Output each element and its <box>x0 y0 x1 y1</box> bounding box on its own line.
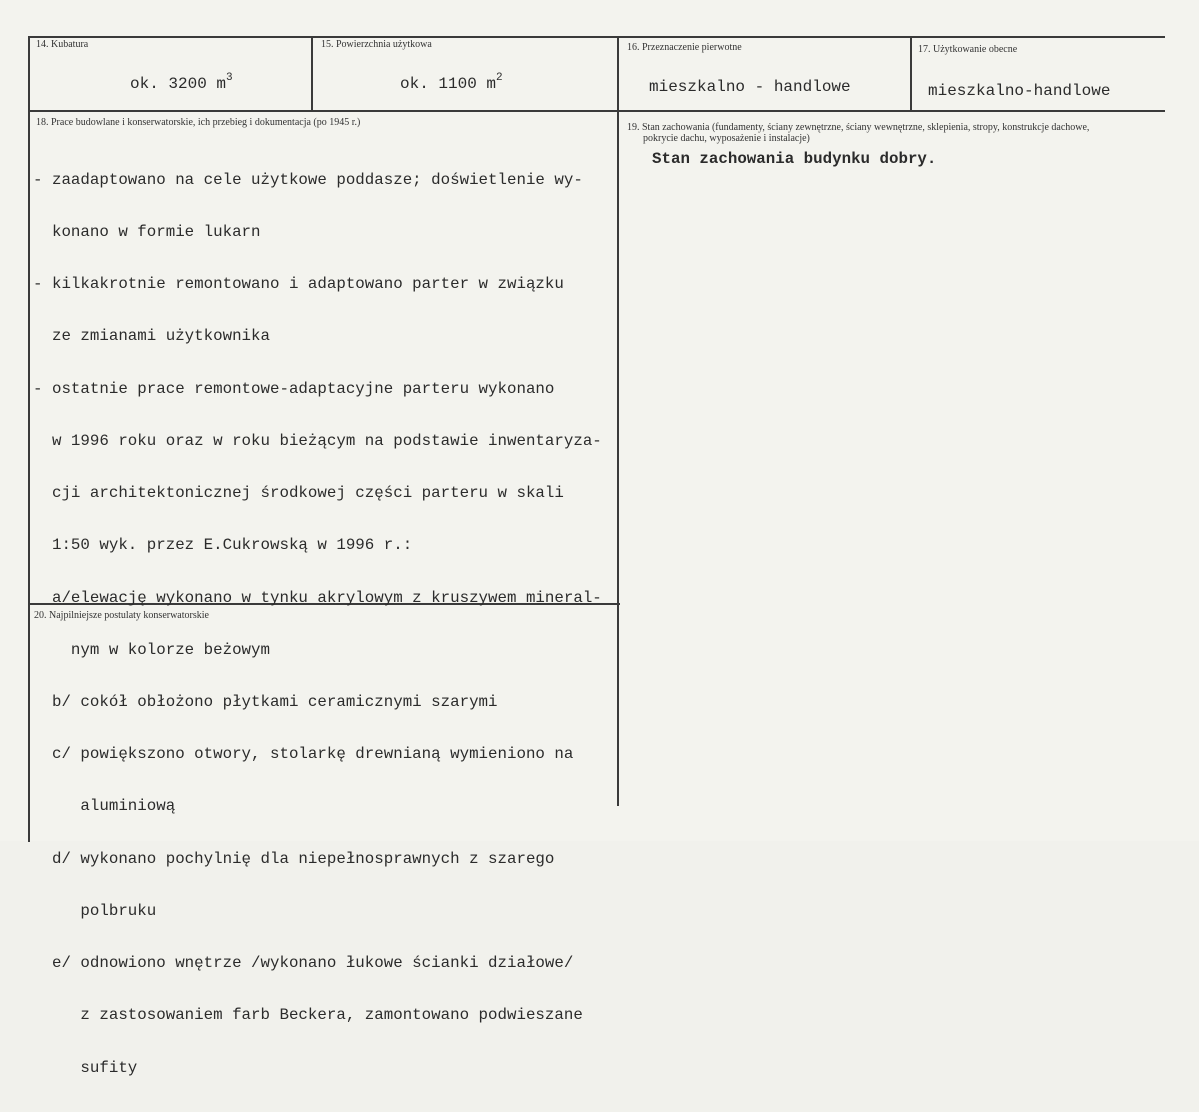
powierzchnia-number: ok. 1100 m <box>400 75 497 93</box>
prace-line: - kilkakrotnie remontowano i adaptowano parter w związku <box>33 275 564 294</box>
stan-label-line2: pokrycie dachu, wyposażenie i instalacje) <box>643 133 810 144</box>
col-divider-3 <box>910 36 912 111</box>
przeznaczenie-label: 16. Przeznaczenie pierwotne <box>627 42 742 53</box>
prace-line: d/ wykonano pochylnię dla niepełnosprawnych z szarego <box>33 849 555 868</box>
prace-line: nym w kolorze beżowym <box>33 640 270 659</box>
prace-line: aluminiową <box>33 797 176 816</box>
postulaty-label: 20. Najpilniejsze postulaty konserwatorskie <box>34 610 209 621</box>
przeznaczenie-value: mieszkalno - handlowe <box>649 78 851 96</box>
stan-value: Stan zachowania budynku dobry. <box>652 150 937 168</box>
left-border <box>28 36 30 842</box>
prace-text <box>33 137 602 1112</box>
row-divider <box>28 110 1165 112</box>
prace-line: ze zmianami użytkownika <box>33 327 270 346</box>
prace-line: w 1996 roku oraz w roku bieżącym na podstawie inwentaryza- <box>33 431 602 450</box>
prace-line: 1:50 wyk. przez E.Cukrowską w 1996 r.: <box>33 536 413 555</box>
prace-line: - ostatnie prace remontowe-adaptacyjne parteru wykonano <box>33 379 555 398</box>
powierzchnia-unit-exponent: 2 <box>496 72 503 84</box>
kubatura-label: 14. Kubatura <box>36 39 89 50</box>
stan-label-line1: 19. Stan zachowania (fundamenty, ściany zewnętrzne, ściany wewnętrzne, sklepienia, stropy, konstrukcje dachowe, <box>627 122 1090 133</box>
uzytkowanie-label: 17. Użytkowanie obecne <box>918 44 1018 55</box>
prace-line: cji architektonicznej środkowej części parteru w skali <box>33 484 564 503</box>
col-divider-2 <box>617 36 619 806</box>
prace-line: a/elewację wykonano w tynku akrylowym z kruszywem mineral- <box>33 588 602 607</box>
uzytkowanie-value: mieszkalno-handlowe <box>928 82 1111 100</box>
kubatura-number: ok. 3200 m <box>130 75 227 93</box>
prace-line: c/ powiększono otwory, stolarkę drewnianą wymieniono na <box>33 745 574 764</box>
prace-line: konano w formie lukarn <box>33 223 261 242</box>
powierzchnia-label: 15. Powierzchnia użytkowa <box>321 39 432 50</box>
kubatura-unit-exponent: 3 <box>226 72 233 84</box>
prace-line: - zaadaptowano na cele użytkowe poddasze; doświetlenie wy- <box>33 170 583 189</box>
kubatura-value <box>130 72 233 93</box>
prace-line: polbruku <box>33 901 157 920</box>
prace-line: e/ odnowiono wnętrze /wykonano łukowe ścianki działowe/ <box>33 954 574 973</box>
prace-label: 18. Prace budowlane i konserwatorskie, ich przebieg i dokumentacja (po 1945 r.) <box>36 117 361 128</box>
col-divider-1 <box>311 36 313 111</box>
prace-line: z zastosowaniem farb Beckera, zamontowano podwieszane <box>33 1006 583 1025</box>
prace-line: sufity <box>33 1058 138 1077</box>
prace-line: b/ cokół obłożono płytkami ceramicznymi szarymi <box>33 693 498 711</box>
powierzchnia-value <box>400 72 503 93</box>
top-border <box>28 36 1165 38</box>
